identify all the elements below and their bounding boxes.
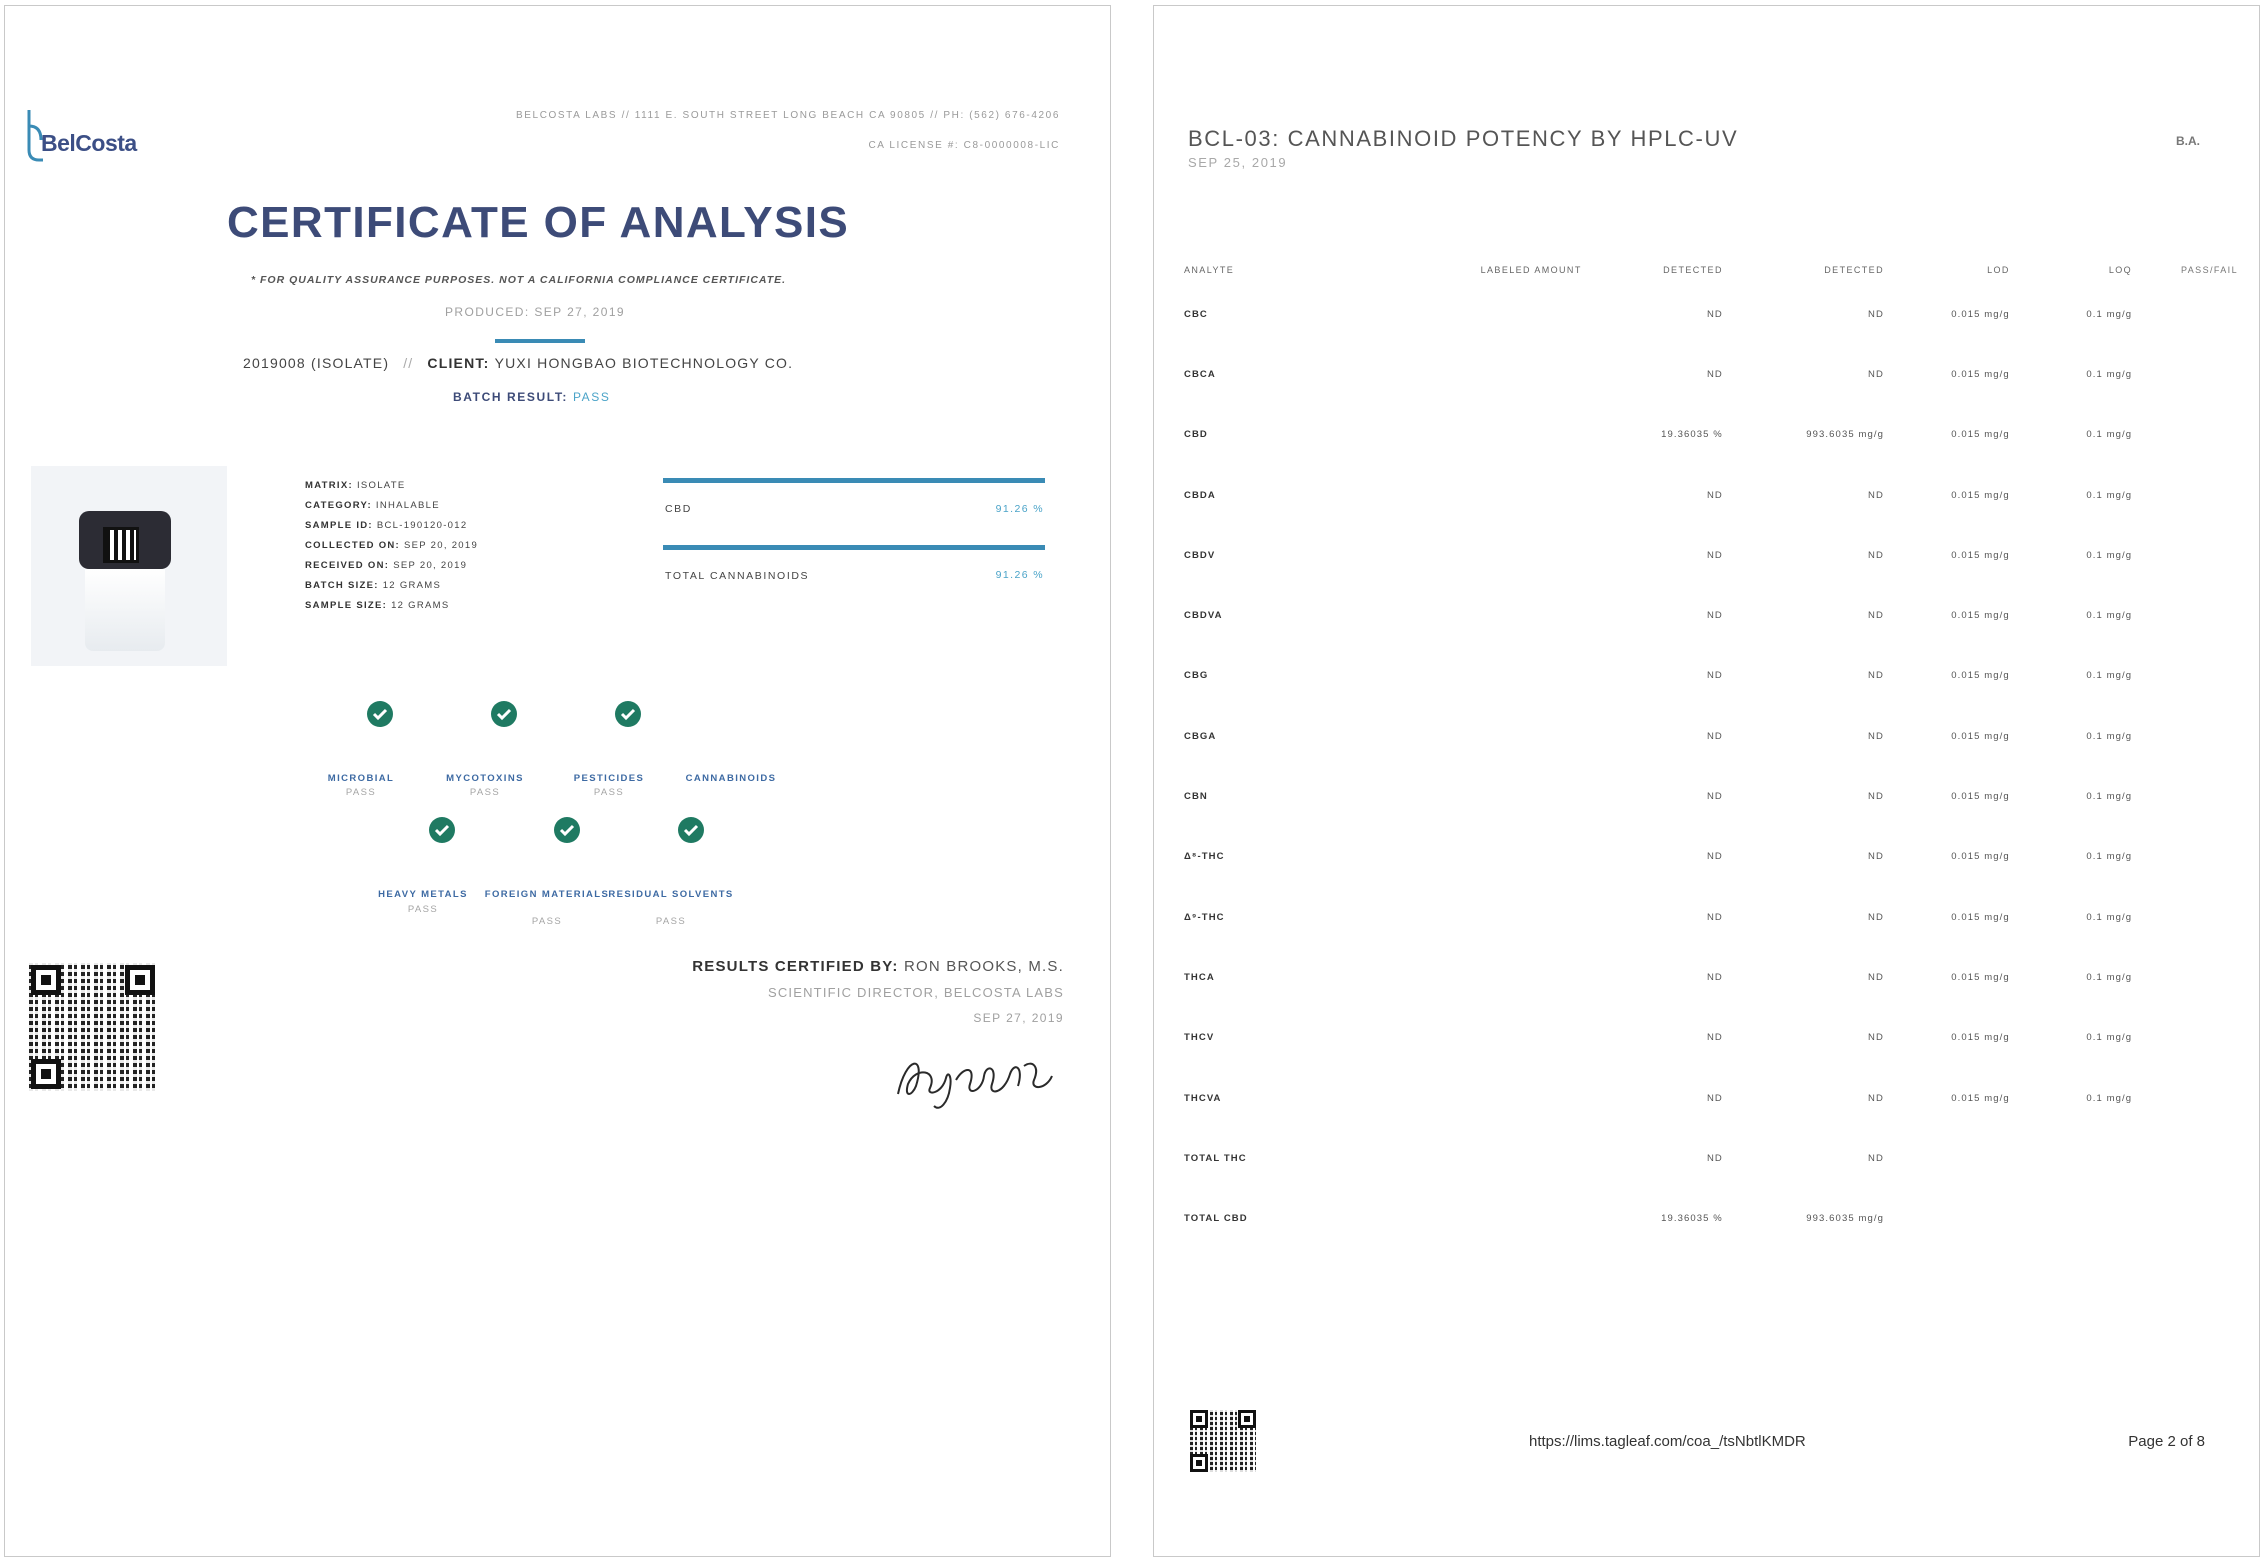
test-status: PASS <box>531 916 563 927</box>
table-cell <box>1419 284 1590 344</box>
table-cell: ND <box>1868 851 1884 863</box>
table-cell <box>1419 344 1590 404</box>
test-status: PASS <box>593 787 625 798</box>
analyte-name: CBDV <box>1184 549 1216 561</box>
table-cell <box>1892 1188 2018 1248</box>
table-cell <box>2140 284 2246 344</box>
table-cell: ND <box>1706 911 1723 923</box>
coa-url-link[interactable]: https://lims.tagleaf.com/coa_/tsNbtlKMDR <box>1529 1433 1806 1450</box>
table-row <box>1184 465 2246 525</box>
table-cell <box>2140 827 2246 887</box>
lab-license: CA LICENSE #: C8-0000008-LIC <box>868 140 1060 151</box>
table-cell: 0.1 mg/g <box>2086 1092 2133 1104</box>
table-cell: 0.1 mg/g <box>2086 610 2133 622</box>
qr-finder <box>1238 1410 1256 1428</box>
jar-body <box>85 569 165 651</box>
table-cell <box>1419 766 1590 826</box>
table-row <box>1184 706 2246 766</box>
separator: // <box>403 355 414 371</box>
meta-value: BCL-190120-012 <box>376 520 468 531</box>
table-cell: 0.1 mg/g <box>2086 489 2133 501</box>
meta-value: INHALABLE <box>375 500 440 511</box>
potency-table <box>1184 256 2246 1249</box>
coa-page-2 <box>1153 5 2260 1557</box>
table-cell: ND <box>1868 670 1884 682</box>
column-header: PASS/FAIL <box>2181 265 2238 275</box>
test-name-cannabinoids: CANNABINOIDS <box>685 773 777 784</box>
table-cell: 0.015 mg/g <box>1951 429 2010 441</box>
certified-name: RON BROOKS, M.S. <box>903 958 1064 975</box>
table-cell: ND <box>1706 1152 1723 1164</box>
table-cell <box>2140 525 2246 585</box>
logo-text: BelCosta <box>41 130 137 156</box>
client-label: CLIENT: <box>427 355 490 371</box>
table-cell: ND <box>1868 971 1884 983</box>
certifier-title: SCIENTIFIC DIRECTOR, BELCOSTA LABS <box>767 985 1064 1000</box>
meta-label: SAMPLE ID: <box>305 520 373 531</box>
table-cell: ND <box>1706 549 1723 561</box>
qr-finder <box>1190 1410 1208 1428</box>
analyte-name: CBGA <box>1184 730 1217 742</box>
analyte-name: CBC <box>1184 308 1208 320</box>
table-cell: ND <box>1868 1032 1884 1044</box>
table-cell: ND <box>1868 368 1884 380</box>
meta-label: CATEGORY: <box>305 500 372 511</box>
batch-result-value: PASS <box>572 390 611 404</box>
batch-result <box>453 390 610 404</box>
meta-row <box>305 536 478 556</box>
table-cell: 0.015 mg/g <box>1951 489 2010 501</box>
table-cell: ND <box>1868 1152 1884 1164</box>
table-cell <box>1419 646 1590 706</box>
table-cell <box>1419 405 1590 465</box>
summary-bar <box>663 478 1045 483</box>
table-cell: ND <box>1868 1092 1884 1104</box>
table-cell <box>1419 1128 1590 1188</box>
results-certified <box>692 958 1064 975</box>
table-cell: ND <box>1706 670 1723 682</box>
table-cell: 0.1 mg/g <box>2086 791 2133 803</box>
column-header: DETECTED <box>1824 265 1884 275</box>
test-name-foreign-materials: FOREIGN MATERIALS <box>484 889 610 900</box>
column-header: DETECTED <box>1663 265 1723 275</box>
table-cell: ND <box>1868 911 1884 923</box>
table-cell <box>2018 1128 2140 1188</box>
table-cell <box>1419 585 1590 645</box>
table-row <box>1184 1068 2246 1128</box>
table-cell <box>1419 525 1590 585</box>
table-cell <box>2140 344 2246 404</box>
table-cell: 0.015 mg/g <box>1951 1032 2010 1044</box>
table-row <box>1184 1188 2246 1248</box>
qr-finder <box>125 965 155 995</box>
coa-page-1 <box>4 5 1111 1557</box>
badge-icon: B.A. <box>2176 134 2200 148</box>
check-icon <box>678 817 704 843</box>
meta-row <box>305 556 478 576</box>
table-row <box>1184 766 2246 826</box>
table-cell <box>2140 585 2246 645</box>
check-icon <box>554 817 580 843</box>
table-row <box>1184 827 2246 887</box>
batch-result-label: BATCH RESULT: <box>453 390 569 404</box>
table-cell: 0.1 mg/g <box>2086 549 2133 561</box>
disclaimer: * FOR QUALITY ASSURANCE PURPOSES. NOT A CALIFORNIA COMPLIANCE CERTIFICATE. <box>251 274 787 286</box>
column-header: LOQ <box>2108 265 2133 275</box>
table-cell <box>1892 1128 2018 1188</box>
table-cell: ND <box>1706 1092 1723 1104</box>
table-cell: ND <box>1868 610 1884 622</box>
table-cell: ND <box>1868 730 1884 742</box>
check-icon <box>367 701 393 727</box>
meta-label: RECEIVED ON: <box>305 560 390 571</box>
table-cell: ND <box>1706 489 1723 501</box>
analyte-name: THCV <box>1184 1032 1215 1044</box>
analyte-name: THCA <box>1184 971 1215 983</box>
analyte-name: TOTAL THC <box>1184 1152 1247 1164</box>
table-cell <box>2140 1128 2246 1188</box>
table-cell <box>2140 646 2246 706</box>
meta-label: SAMPLE SIZE: <box>305 600 388 611</box>
table-row <box>1184 646 2246 706</box>
meta-value: 12 GRAMS <box>382 580 442 591</box>
table-cell <box>1419 947 1590 1007</box>
analyte-name: CBN <box>1184 791 1208 803</box>
column-header: LOD <box>1987 265 2010 275</box>
table-cell <box>2140 1068 2246 1128</box>
analyte-name: Δ⁹-THC <box>1184 911 1225 923</box>
table-cell: 0.1 mg/g <box>2086 368 2133 380</box>
table-cell: 0.015 mg/g <box>1951 911 2010 923</box>
table-cell: 0.015 mg/g <box>1951 670 2010 682</box>
table-cell: 0.1 mg/g <box>2086 911 2133 923</box>
table-cell <box>2140 465 2246 525</box>
test-name-microbial: MICROBIAL <box>327 773 395 784</box>
table-cell: 0.015 mg/g <box>1951 851 2010 863</box>
summary-value: 91.26 % <box>995 503 1044 515</box>
analyte-name: CBCA <box>1184 368 1216 380</box>
test-status: PASS <box>407 904 439 915</box>
jar-qr-icon <box>103 527 139 563</box>
sample-client-line <box>243 355 793 371</box>
table-cell <box>2140 1188 2246 1248</box>
table-cell: ND <box>1706 971 1723 983</box>
table-row <box>1184 1128 2246 1188</box>
qr-finder <box>31 1059 61 1089</box>
certificate-title: CERTIFICATE OF ANALYSIS <box>227 198 850 247</box>
table-cell: ND <box>1868 489 1884 501</box>
table-cell: 0.1 mg/g <box>2086 429 2133 441</box>
certified-label: RESULTS CERTIFIED BY: <box>692 958 899 975</box>
signature-icon <box>886 1036 1066 1116</box>
meta-value: 12 GRAMS <box>391 600 450 611</box>
table-cell: 0.015 mg/g <box>1951 308 2010 320</box>
meta-label: COLLECTED ON: <box>305 540 401 551</box>
summary-bar <box>663 545 1045 550</box>
table-cell: ND <box>1868 791 1884 803</box>
table-cell: ND <box>1868 308 1884 320</box>
table-row <box>1184 405 2246 465</box>
test-status: PASS <box>655 916 687 927</box>
table-cell: ND <box>1706 851 1723 863</box>
meta-row <box>305 576 478 596</box>
table-cell: 0.1 mg/g <box>2086 1032 2133 1044</box>
meta-row <box>305 496 478 516</box>
table-cell <box>2140 405 2246 465</box>
table-row <box>1184 344 2246 404</box>
table-row <box>1184 1008 2246 1068</box>
analyte-name: CBDA <box>1184 489 1216 501</box>
table-row <box>1184 525 2246 585</box>
table-cell: ND <box>1706 368 1723 380</box>
table-cell: 0.015 mg/g <box>1951 971 2010 983</box>
test-name-mycotoxins: MYCOTOXINS <box>446 773 524 784</box>
meta-value: SEP 20, 2019 <box>403 540 479 551</box>
table-cell <box>1419 465 1590 525</box>
table-cell: ND <box>1868 549 1884 561</box>
table-cell <box>2140 887 2246 947</box>
meta-label: BATCH SIZE: <box>305 580 379 591</box>
table-cell <box>2140 947 2246 1007</box>
table-cell <box>1419 887 1590 947</box>
meta-value: SEP 20, 2019 <box>393 560 468 571</box>
table-row <box>1184 887 2246 947</box>
qr-finder <box>1190 1454 1208 1472</box>
certified-date: SEP 27, 2019 <box>973 1011 1064 1025</box>
table-cell: 993.6035 mg/g <box>1806 1213 1884 1225</box>
meta-row <box>305 596 478 616</box>
summary-label: CBD <box>665 503 692 515</box>
table-cell: 0.1 mg/g <box>2086 971 2133 983</box>
table-cell <box>2140 1008 2246 1068</box>
table-cell: 0.1 mg/g <box>2086 670 2133 682</box>
table-cell: 0.015 mg/g <box>1951 549 2010 561</box>
lab-address: BELCOSTA LABS // 1111 E. SOUTH STREET LONG BEACH CA 90805 // PH: (562) 676-4206 <box>516 110 1060 121</box>
table-cell <box>2018 1188 2140 1248</box>
table-cell: 993.6035 mg/g <box>1806 429 1884 441</box>
table-cell: 0.015 mg/g <box>1951 610 2010 622</box>
summary-label: TOTAL CANNABINOIDS <box>665 570 810 582</box>
table-cell <box>1419 1068 1590 1128</box>
analyte-name: CBG <box>1184 670 1209 682</box>
table-cell: 0.015 mg/g <box>1951 730 2010 742</box>
client-name: YUXI HONGBAO BIOTECHNOLOGY CO. <box>494 355 794 371</box>
check-icon <box>491 701 517 727</box>
analyte-name: TOTAL CBD <box>1184 1213 1248 1225</box>
check-icon <box>429 817 455 843</box>
table-cell: ND <box>1706 610 1723 622</box>
table-cell: ND <box>1706 1032 1723 1044</box>
table-cell: 0.1 mg/g <box>2086 730 2133 742</box>
table-cell <box>1419 1188 1590 1248</box>
table-cell <box>2140 706 2246 766</box>
produced-date: PRODUCED: SEP 27, 2019 <box>445 305 625 319</box>
meta-row <box>305 476 478 496</box>
potency-date: SEP 25, 2019 <box>1188 155 1288 170</box>
page-number: Page 2 of 8 <box>2128 1433 2205 1450</box>
test-name-pesticides: PESTICIDES <box>573 773 645 784</box>
table-cell: 0.1 mg/g <box>2086 308 2133 320</box>
table-row <box>1184 585 2246 645</box>
table-cell: 19.36035 % <box>1661 429 1723 441</box>
table-cell: 0.015 mg/g <box>1951 1092 2010 1104</box>
test-status: PASS <box>469 787 501 798</box>
analyte-name: CBDVA <box>1184 610 1223 622</box>
test-name-heavy-metals: HEAVY METALS <box>378 889 468 900</box>
table-cell: ND <box>1706 730 1723 742</box>
analyte-name: THCVA <box>1184 1092 1222 1104</box>
table-cell: 19.36035 % <box>1661 1213 1723 1225</box>
sample-name: 2019008 (ISOLATE) <box>243 355 390 371</box>
table-cell: 0.015 mg/g <box>1951 368 2010 380</box>
column-header: LABELED AMOUNT <box>1480 265 1582 275</box>
table-cell: ND <box>1706 308 1723 320</box>
potency-title: BCL-03: CANNABINOID POTENCY BY HPLC-UV <box>1188 126 1739 151</box>
meta-row <box>305 516 478 536</box>
table-cell <box>1419 827 1590 887</box>
table-header <box>1184 256 2246 284</box>
column-header: ANALYTE <box>1184 265 1235 275</box>
table-cell: ND <box>1706 791 1723 803</box>
meta-label: MATRIX: <box>305 480 353 491</box>
table-cell <box>1419 706 1590 766</box>
analyte-name: Δ⁸-THC <box>1184 851 1225 863</box>
table-row <box>1184 284 2246 344</box>
table-cell: 0.1 mg/g <box>2086 851 2133 863</box>
summary-value: 91.26 % <box>995 569 1044 581</box>
sample-meta <box>305 476 478 616</box>
analyte-name: CBD <box>1184 429 1208 441</box>
table-row <box>1184 947 2246 1007</box>
table-cell <box>1419 1008 1590 1068</box>
test-status: PASS <box>345 787 377 798</box>
table-cell <box>2140 766 2246 826</box>
meta-value: ISOLATE <box>356 480 406 491</box>
check-icon <box>615 701 641 727</box>
qr-finder <box>31 965 61 995</box>
table-cell: 0.015 mg/g <box>1951 791 2010 803</box>
divider <box>495 339 585 343</box>
test-name-residual-solvents: RESIDUAL SOLVENTS <box>608 889 734 900</box>
